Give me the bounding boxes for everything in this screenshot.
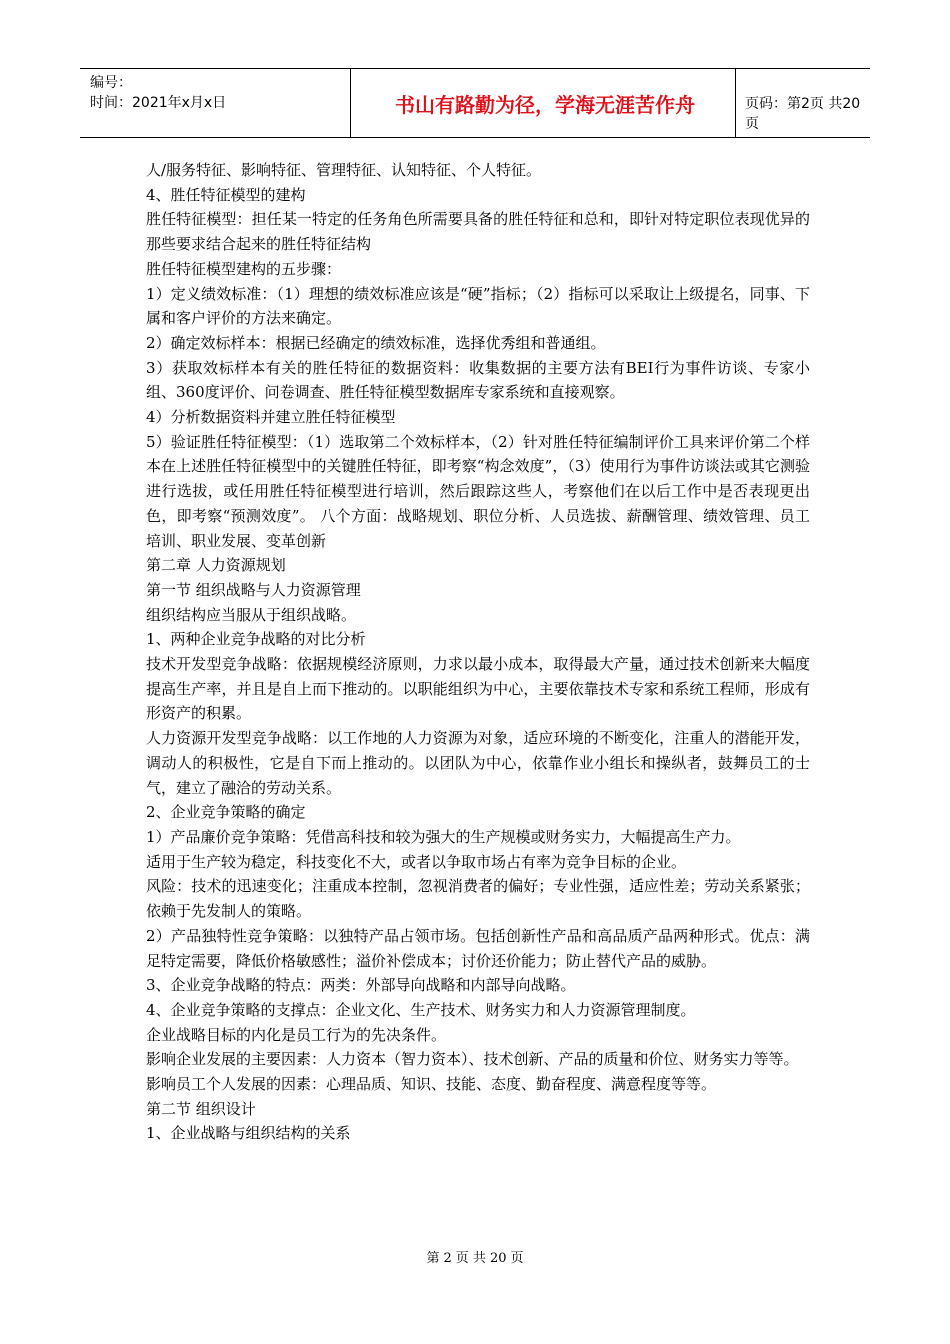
- paragraph: 2、企业竞争策略的确定: [146, 803, 306, 822]
- paragraph: 适用于生产较为稳定，科技变化不大，或者以争取市场占有率为竞争目标的企业。: [146, 852, 687, 871]
- paragraph: 风险：技术的迅速变化；注重成本控制，忽视消费者的偏好；专业性强，适应性差；劳动关系紧张；依赖于先发制人的策略。: [146, 877, 810, 921]
- header-motto: 书山有路勤为径，学海无涯苦作舟: [395, 92, 695, 117]
- document-number: 编号：: [90, 75, 132, 91]
- chapter-heading: 第二章 人力资源规划: [146, 556, 286, 575]
- paragraph: 1）定义绩效标准：（1）理想的绩效标准应该是“硬”指标；（2）指标可以采取让上级提名，同事、下属和客户评价的方法来确定。: [146, 284, 810, 328]
- header-meta: [90, 73, 226, 113]
- footer-suffix: 页: [510, 1251, 524, 1266]
- paragraph: 4）分析数据资料并建立胜任特征模型: [146, 408, 396, 427]
- paragraph: 人力资源开发型竞争战略：以工作地的人力资源为对象，适应环境的不断变化，注重人的潜能开发，调动人的积极性，它是自下而上推动的。以团队为中心，依靠作业小组长和操纵者，鼓舞员工的士气，建立了融洽的劳动关系。: [146, 729, 810, 797]
- paragraph: 3、企业竞争战略的特点：两类：外部导向战略和内部导向战略。: [146, 976, 576, 995]
- footer-page-number: 2: [443, 1251, 452, 1266]
- paragraph: 4、胜任特征模型的建构: [146, 185, 306, 204]
- paragraph: 影响企业发展的主要因素：人力资本（智力资本）、技术创新、产品的质量和价位、财务实力等等。: [146, 1050, 799, 1069]
- paragraph: 胜任特征模型建构的五步骤：: [146, 259, 342, 278]
- footer-prefix: 第: [426, 1251, 440, 1266]
- section-heading: 第二节 组织设计: [146, 1099, 256, 1118]
- paragraph: 影响员工个人发展的因素：心理品质、知识、技能、态度、勤奋程度、满意程度等等。: [146, 1075, 717, 1094]
- paragraph: 2）确定效标样本：根据已经确定的绩效标准，选择优秀组和普通组。: [146, 333, 606, 352]
- paragraph: 1、企业战略与组织结构的关系: [146, 1124, 351, 1143]
- paragraph: 胜任特征模型：担任某一特定的任务角色所需要具备的胜任特征和总和，即针对特定职位表现优异的那些要求结合起来的胜任特征结构: [146, 210, 810, 254]
- paragraph: 5）验证胜任特征模型：（1）选取第二个效标样本，（2）针对胜任特征编制评价工具来评价第二个样本在上述胜任特征模型中的关键胜任特征，即考察“构念效度”，（3）使用行为事件访谈法或其它测验进行选拔，或任用胜任特征模型进行培训，然后跟踪这些人，考察他们在以后工作中是否表现更出色，即考察“预测效度”。 八个方面：战略规划、职位分析、人员选拔、薪酬管理、绩效管理、员工培训、职业发展、变革创新: [146, 432, 810, 550]
- document-body: [146, 158, 810, 1146]
- paragraph: 4、企业竞争策略的支撑点：企业文化、生产技术、财务实力和人力资源管理制度。: [146, 1000, 696, 1019]
- paragraph: 人/服务特征、影响特征、管理特征、认知特征、个人特征。: [146, 161, 542, 179]
- header-divider: [350, 69, 351, 137]
- paragraph: 组织结构应当服从于组织战略。: [146, 605, 357, 624]
- footer-mid: 页 共: [455, 1251, 486, 1266]
- page-footer: [0, 1247, 950, 1266]
- paragraph: 1、两种企业竞争战略的对比分析: [146, 630, 366, 649]
- page-header: [80, 68, 870, 138]
- footer-page-total: 20: [489, 1251, 507, 1266]
- document-date: 时间：2021年x月x日: [90, 95, 227, 111]
- paragraph: 2）产品独特性竞争策略：以独特产品占领市场。包括创新性产品和高品质产品两种形式。优点：满足特定需要，降低价格敏感性；溢价补偿成本；讨价还价能力；防止替代产品的威胁。: [146, 926, 810, 970]
- paragraph: 3）获取效标样本有关的胜任特征的数据资料：收集数据的主要方法有BEI行为事件访谈、专家小组、360度评价、问卷调查、胜任特征模型数据库专家系统和直接观察。: [146, 358, 810, 402]
- paragraph: 企业战略目标的内化是员工行为的先决条件。: [146, 1025, 447, 1044]
- header-divider: [735, 69, 736, 137]
- header-page-info: 页码：第2页 共20页: [745, 96, 861, 132]
- paragraph: 1）产品廉价竞争策略：凭借高科技和较为强大的生产规模或财务实力，大幅提高生产力。: [146, 827, 741, 846]
- paragraph: 技术开发型竞争战略：依据规模经济原则，力求以最小成本，取得最大产量，通过技术创新来大幅度提高生产率，并且是自上而下推动的。以职能组织为中心，主要依靠技术专家和系统工程师，形成有形资产的积累。: [146, 655, 810, 723]
- section-heading: 第一节 组织战略与人力资源管理: [146, 580, 361, 599]
